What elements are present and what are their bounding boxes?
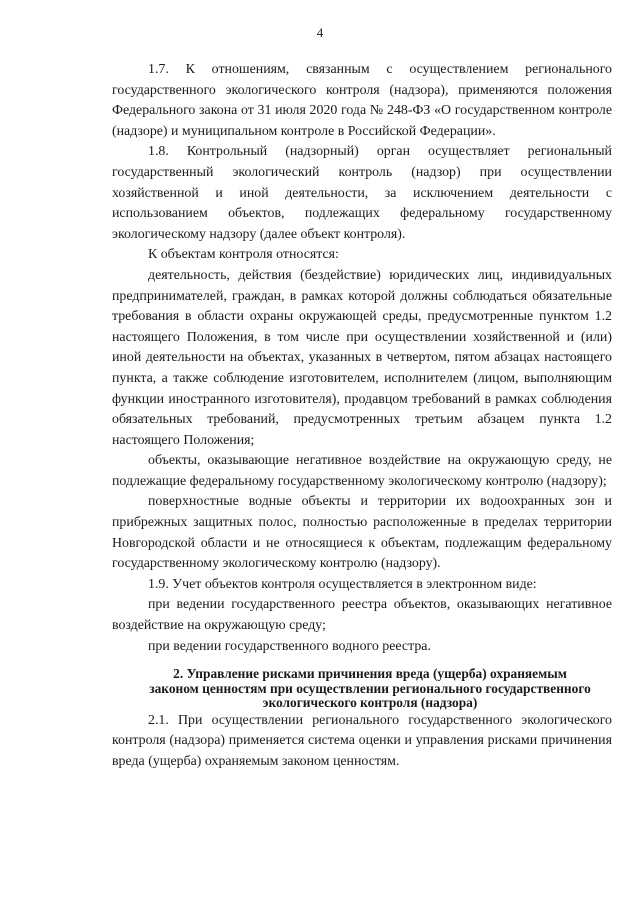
page-number: 4 <box>316 25 324 40</box>
clause-2-1: 2.1. При осуществлении регионального государственного экологического контроля (надзора) применяется система оценки и управления рисками причинения вреда (ущерба) охраняемым законом ценностям. <box>112 712 612 769</box>
section-2-heading: 2. Управление рисками причинения вреда (ущерба) охраняемым законом ценностям при осуществлении регионального государственного экологического контроля (надзора) <box>149 666 591 711</box>
control-object-activity: деятельность, действия (бездействие) юридических лиц, индивидуальных предпринимателей, граждан, в рамках которой должны соблюдаться обязательные требования в области охраны окружающей среды, предусмотренные пунктом 1.2 настоящего Положения, в том числе при осуществлении хозяйственной и (или) иной деятельности на объектах, указанных в четвертом, пятом абзацах настоящего пункта, а также соблюдение изготовителем, исполнителем (лицом, выполняющим функции иностранного изготовителя), продавцом требований в рамках соблюдения обязательных требований, предусмотренных третьим абзацем пункта 1.2 настоящего Положения; <box>112 267 612 448</box>
clause-1-9: 1.9. Учет объектов контроля осуществляется в электронном виде: <box>148 576 537 592</box>
control-objects-intro: К объектам контроля относятся: <box>148 247 339 263</box>
control-object-negative-impact: объекты, оказывающие негативное воздействие на окружающую среду, не подлежащие федеральному государственному экологическому контролю (надзору); <box>112 453 612 489</box>
document-body <box>112 60 612 773</box>
clause-1-8: 1.8. Контрольный (надзорный) орган осуществляет региональный государственный экологический контроль (надзор) при осуществлении хозяйственной и иной деятельности, за исключением деятельности с использованием объектов, подлежащих федеральному государственному экологическому надзору (далее объект контроля). <box>112 144 612 242</box>
control-object-water-bodies: поверхностные водные объекты и территории их водоохранных зон и прибрежных защитных полос, полностью расположенные в пределах территории Новгородской области и не относящиеся к объектам, подлежащим федеральному государственному экологическому контролю (надзору). <box>112 494 612 572</box>
registry-water-item: при ведении государственного водного реестра. <box>148 638 431 654</box>
clause-1-7: 1.7. К отношениям, связанным с осуществлением регионального государственного экологического контроля (надзора), применяются положения Федерального закона от 31 июля 2020 года № 248-ФЗ «О государственном контроле (надзоре) и муниципальном контроле в Российской Федерации». <box>112 62 612 139</box>
registry-objects-item: при ведении государственного реестра объектов, оказывающих негативное воздействие на окружающую среду; <box>112 597 612 634</box>
